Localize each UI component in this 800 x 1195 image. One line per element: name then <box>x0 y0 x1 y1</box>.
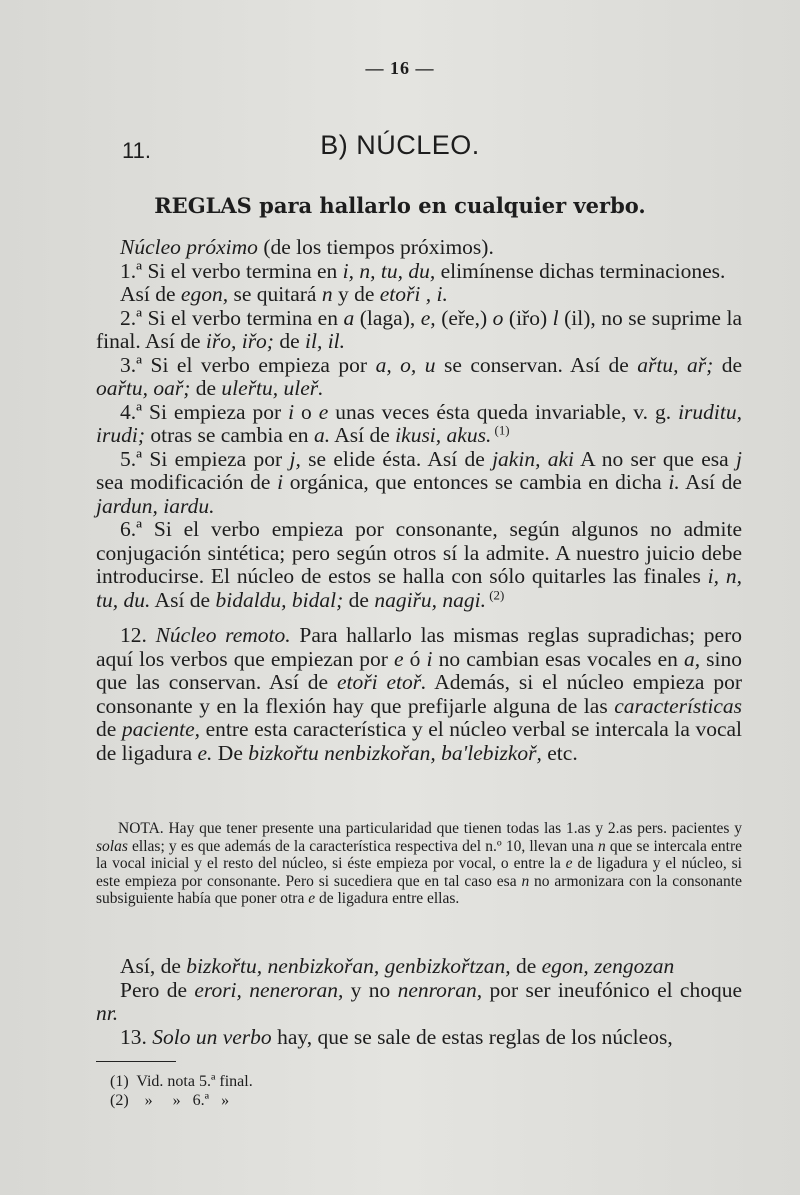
text: de <box>713 352 742 377</box>
rule-1 <box>96 260 742 284</box>
text: Si el verbo termina en <box>142 258 343 283</box>
rule-4 <box>96 401 742 448</box>
text: De <box>212 740 249 765</box>
text: de <box>510 954 542 978</box>
paragraph-nucleo-proximo <box>96 236 742 260</box>
footnote-1: (1) Vid. nota 5.ª final. <box>110 1073 253 1090</box>
term: características <box>614 693 742 718</box>
term: a. <box>313 423 331 447</box>
rule-number: 5.ª <box>120 446 143 471</box>
footnote-ref: (1) <box>491 423 510 438</box>
term: ikusi, akus. <box>395 423 492 447</box>
text: Así de <box>150 587 216 612</box>
rule-number: 2.ª <box>120 305 143 330</box>
term: e <box>565 855 573 872</box>
term: n <box>321 282 333 306</box>
text: NOTA. Hay que tener presente una particularidad que tienen todas las 1.as y 2.as pers. pacientes y <box>118 820 742 837</box>
term: j <box>736 446 742 471</box>
text: o <box>294 399 319 424</box>
text: ó <box>403 646 427 671</box>
term: solas <box>96 837 128 855</box>
text: Así de <box>679 470 742 494</box>
note-text <box>96 820 742 908</box>
text: (il), no se suprime la final. Así de <box>96 305 743 353</box>
text: y no <box>343 977 398 1002</box>
term: e. <box>197 740 213 765</box>
text: Así de <box>330 423 396 447</box>
term: etoři , i. <box>379 282 448 306</box>
section-heading <box>0 130 800 166</box>
term: a, o, u <box>375 352 436 377</box>
text: (de los tiempos próximos). <box>257 235 494 259</box>
text: por ser ineufónico el choque <box>482 977 742 1002</box>
term: a <box>343 305 355 330</box>
text: Pero de <box>120 977 195 1002</box>
paragraph-example-2 <box>96 979 742 1026</box>
term: e <box>308 890 316 907</box>
paragraph-number: 13. <box>120 1024 153 1049</box>
text: de <box>343 587 375 612</box>
text: Si el verbo termina en <box>142 305 344 330</box>
term: bidaldu, bidal; <box>215 587 344 612</box>
subheading: REGLAS para hallarlo en cualquier verbo. <box>154 193 646 218</box>
term: Solo un verbo <box>152 1024 272 1049</box>
term: a, <box>683 646 701 671</box>
term: egon, <box>180 282 229 306</box>
section-number: 11. <box>122 138 151 163</box>
text: de <box>96 717 122 741</box>
rule-6 <box>96 518 742 612</box>
text: Si el verbo empieza por consonante, según algunos no admite conjugación sintética; pero según otros sí la admite. A nuestro juicio debe introducirse. El núcleo de estos se halla con sólo quitarles las finales <box>96 517 742 588</box>
text: que se intercala entre la vocal inicial y el resto del núcleo, si éste empieza por vocal, o entre la <box>96 837 742 872</box>
term: Núcleo remoto. <box>155 623 291 647</box>
rule-number: 1.ª <box>120 258 143 283</box>
paragraph-13 <box>96 1026 742 1050</box>
text: orgánica, que entonces se cambia en dicha <box>283 470 669 494</box>
term: o <box>492 305 504 330</box>
term: e <box>394 646 404 671</box>
text: se elide ésta. Así de <box>300 446 493 471</box>
text: (eře,) <box>435 305 493 330</box>
term: nr. <box>96 1001 119 1025</box>
rule-2 <box>96 307 742 354</box>
text: otras se cambia en <box>144 423 314 447</box>
term: bizkořtu nenbizkořan, ba'lebizkoř, <box>248 740 542 765</box>
rule-number: 6.ª <box>120 517 143 541</box>
text: ellas; y es que además de la característica respectiva del n.º 10, llevan una <box>127 837 598 855</box>
text: sino que las conservan. Así de <box>96 646 743 694</box>
term: erori, neneroran, <box>194 977 344 1002</box>
paragraph-number: 12. <box>120 623 147 647</box>
term: uleřtu, uleř. <box>221 376 324 400</box>
text: no armonizara con la consonante subsiguiente había que poner otra <box>96 872 742 907</box>
term: i. <box>668 470 680 494</box>
text: Así de <box>120 282 181 306</box>
term: il, il. <box>305 329 346 353</box>
term: i <box>426 646 433 671</box>
text: se conservan. Así de <box>435 352 638 377</box>
term: iřo, iřo; <box>205 329 274 353</box>
text: Si empieza por <box>142 399 289 424</box>
text: sea modificación de <box>96 470 278 494</box>
term: e, <box>420 305 436 330</box>
term: jardun, iardu. <box>96 493 215 518</box>
rule-number: 4.ª <box>120 399 143 424</box>
term: etoři etoř. <box>336 670 427 694</box>
term: paciente, <box>121 717 201 741</box>
term: j, <box>289 446 301 471</box>
rule-1-example <box>96 283 742 307</box>
rule-3 <box>96 354 742 401</box>
text: Si empieza por <box>142 446 290 471</box>
term: nenroran, <box>397 977 483 1002</box>
text: de <box>273 329 306 353</box>
term: jakin, aki <box>492 446 575 471</box>
text: A no ser que esa <box>574 446 737 471</box>
term: iruditu, irudi; <box>96 399 742 447</box>
page-number: — 16 — <box>365 58 435 78</box>
term: i <box>288 399 295 424</box>
term: Núcleo próximo <box>120 235 258 259</box>
term: i <box>277 470 284 494</box>
text: Además, si el núcleo empieza por consonante y en la flexión hay que prefijarle alguna de las <box>96 670 742 718</box>
paragraph-example <box>96 955 742 979</box>
main-text <box>96 236 742 765</box>
text: elimínense dichas terminaciones. <box>435 258 726 283</box>
term: l <box>552 305 559 330</box>
text: Para hallarlo las mismas reglas supradichas; pero aquí los verbos que empiezan por <box>96 623 742 671</box>
text: de ligadura entre ellas. <box>315 890 460 907</box>
text: (laga), <box>354 305 421 330</box>
footnote-divider <box>96 1061 176 1062</box>
paragraph-12 <box>96 624 742 765</box>
text: y de <box>332 282 380 306</box>
term: n <box>521 872 530 890</box>
term: nagiřu, nagi. <box>374 587 487 612</box>
term: e <box>318 399 329 424</box>
text: de ligadura y el núcleo, si este empieza por consonante. Pero si sucediera que en tal caso esa <box>96 855 742 890</box>
closing-text <box>96 955 742 1049</box>
term: n <box>597 837 606 855</box>
text: entre esta característica y el núcleo verbal se intercala la vocal de ligadura <box>96 717 742 765</box>
text: (iřo) <box>503 305 553 330</box>
text: etc. <box>541 740 578 765</box>
footnote-ref: (2) <box>486 587 505 602</box>
section-title: B) NÚCLEO. <box>320 130 480 160</box>
term: egon, zengozan <box>541 954 675 978</box>
footnotes <box>110 1072 253 1110</box>
rule-number: 3.ª <box>120 352 143 377</box>
text: Así, de <box>120 954 187 978</box>
text: unas veces ésta queda invariable, v. g. <box>328 399 679 424</box>
term: i, n, tu, du. <box>96 564 742 612</box>
text: de <box>190 376 222 400</box>
rule-5 <box>96 448 742 519</box>
text: hay, que se sale de estas reglas de los núcleos, <box>271 1024 673 1049</box>
term: ařtu, ař; <box>637 352 714 377</box>
text: se quitará <box>228 282 322 306</box>
text: Si el verbo empieza por <box>142 352 376 377</box>
term: oařtu, oař; <box>96 376 191 400</box>
term: i, n, tu, du, <box>342 258 436 283</box>
text: no cambian esas vocales en <box>432 646 684 671</box>
footnote-2: (2) » » 6.ª » <box>110 1092 230 1109</box>
note-block <box>96 820 742 908</box>
term: bizkořtu, nenbizkořan, genbizkořtzan, <box>186 954 511 978</box>
